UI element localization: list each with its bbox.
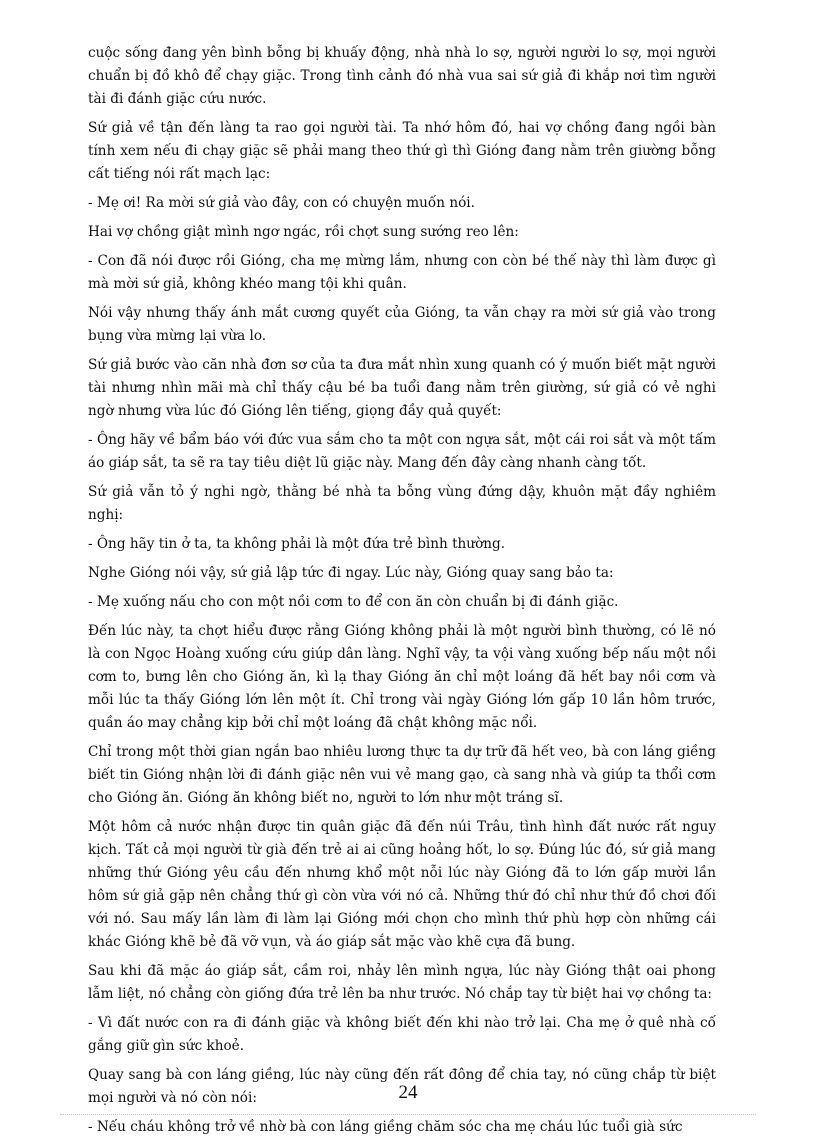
paragraph-6: Nói vậy nhưng thấy ánh mắt cương quyết của Gióng, ta vẫn chạy ra mời sứ giả vào trong bụng vừa mừng lại vừa lo. xyxy=(88,305,716,344)
paragraph-18: Quay sang bà con láng giềng, lúc này cũng đến rất đông để chia tay, nó cũng chắp từ biệt mọi người và nó còn nói: xyxy=(88,1067,716,1106)
paragraph-17: - Vì đất nước con ra đi đánh giặc và không biết đến khi nào trở lại. Cha mẹ ở quê nhà cố gắng giữ gìn sức khoẻ. xyxy=(88,1015,716,1054)
paragraph-5: - Con đã nói được rồi Gióng, cha mẹ mừng lắm, nhưng con còn bé thế này thì làm được gì mà mời sứ giả, không khéo mang tội khi quân. xyxy=(88,253,716,292)
paragraph-19: - Nếu cháu không trở về nhờ bà con láng giềng chăm sóc cha mẹ cháu lúc tuổi già sức xyxy=(88,1119,683,1135)
paragraph-8: - Ông hãy về bẩm báo với đức vua sắm cho ta một con ngựa sắt, một cái roi sắt và một tấm áo giáp sắt, ta sẽ ra tay tiêu diệt lũ giặc này. Mang đến đây càng nhanh càng tốt. xyxy=(88,432,716,471)
paragraph-14: Chỉ trong một thời gian ngắn bao nhiêu lương thực ta dự trữ đã hết veo, bà con láng giềng biết tin Gióng nhận lời đi đánh giặc nên vui vẻ mang gạo, cà sang nhà và giúp ta thổi cơm cho Gióng ăn. Gióng ăn không biết no, người to lớn như một tráng sĩ. xyxy=(88,744,716,806)
footer-rule xyxy=(60,1114,756,1115)
paragraph-13: Đến lúc này, ta chợt hiểu được rằng Gióng không phải là một người bình thường, có lẽ nó là con Ngọc Hoàng xuống cứu giúp dân làng. Nghĩ vậy, ta vội vàng xuống bếp nấu một nồi cơm to, bưng lên cho Gióng ăn, kì lạ thay Gióng ăn chỉ một loáng đã hết bay nồi cơm và mỗi lúc ta thấy Gióng lớn lên một ít. Chỉ trong vài ngày Gióng lớn gấp 10 lần hôm trước, quần áo may chẳng kịp bởi chỉ một loáng đã chật không mặc nổi. xyxy=(88,623,716,731)
paragraph-3: - Mẹ ơi! Ra mời sứ giả vào đây, con có chuyện muốn nói. xyxy=(88,195,475,211)
paragraph-2: Sứ giả về tận đến làng ta rao gọi người tài. Ta nhớ hôm đó, hai vợ chồng đang ngồi bàn tính xem nếu đi chạy giặc sẽ phải mang theo thứ gì thì Gióng đang nằm trên giường bỗng cất tiếng nói rất mạch lạc: xyxy=(88,120,716,182)
paragraph-11: Nghe Gióng nói vậy, sứ giả lập tức đi ngay. Lúc này, Gióng quay sang bảo ta: xyxy=(88,565,614,581)
paragraph-1: cuộc sống đang yên bình bỗng bị khuấy động, nhà nhà lo sợ, người người lo sợ, mọi người chuẩn bị đồ khô để chạy giặc. Trong tình cảnh đó nhà vua sai sứ giả đi khắp nơi tìm người tài đi đánh giặc cứu nước. xyxy=(88,45,716,107)
paragraph-10: - Ông hãy tin ở ta, ta không phải là một đứa trẻ bình thường. xyxy=(88,536,506,552)
page-number: 24 xyxy=(398,1082,418,1103)
paragraph-4: Hai vợ chồng giật mình ngơ ngác, rồi chợt sung sướng reo lên: xyxy=(88,224,519,240)
body-text xyxy=(88,42,716,1145)
paragraph-12: - Mẹ xuống nấu cho con một nồi cơm to để con ăn còn chuẩn bị đi đánh giặc. xyxy=(88,594,619,610)
paragraph-9: Sứ giả vẫn tỏ ý nghi ngờ, thằng bé nhà ta bỗng vùng đứng dậy, khuôn mặt đầy nghiêm nghị: xyxy=(88,484,716,523)
paragraph-7: Sứ giả bước vào căn nhà đơn sơ của ta đưa mắt nhìn xung quanh có ý muốn biết mặt người tài nhưng nhìn mãi mà chỉ thấy cậu bé ba tuổi đang nằm trên giường, sứ giả có vẻ nghi ngờ nhưng vừa lúc đó Gióng lên tiếng, giọng đầy quả quyết: xyxy=(88,357,716,419)
paragraph-16: Sau khi đã mặc áo giáp sắt, cầm roi, nhảy lên mình ngựa, lúc này Gióng thật oai phong lẫm liệt, nó chẳng còn giống đứa trẻ lên ba như trước. Nó chắp tay từ biệt hai vợ chồng ta: xyxy=(88,963,716,1002)
paragraph-15: Một hôm cả nước nhận được tin quân giặc đã đến núi Trâu, tình hình đất nước rất nguy kịch. Tất cả mọi người từ già đến trẻ ai ai cũng hoảng hốt, lo sợ. Đúng lúc đó, sứ giả mang những thứ Gióng yêu cầu đến nhưng khổ một nỗi lúc này Gióng đã to lớn gấp mười lần hôm sứ giả gặp nên chẳng thứ gì còn vừa với nó cả. Những thứ đó chỉ như thứ đồ chơi đối với nó. Sau mấy lần làm đi làm lại Gióng mới chọn cho mình thứ phù hợp còn những cái khác Gióng khẽ bẻ đã vỡ vụn, và áo giáp sắt mặc vào khẽ cựa đã bung. xyxy=(88,819,716,950)
